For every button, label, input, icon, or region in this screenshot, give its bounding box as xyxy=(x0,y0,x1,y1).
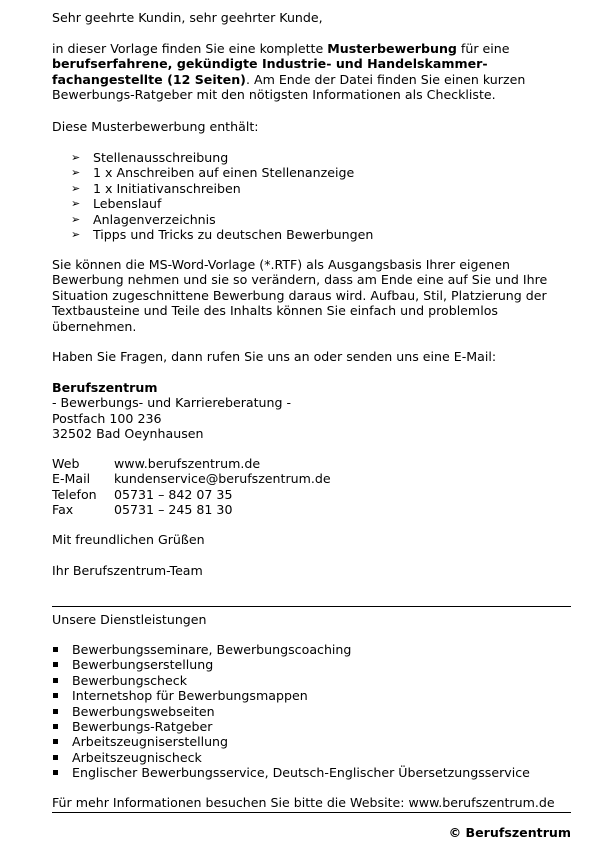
usage-paragraph: Sie können die MS-Word-Vorlage (*.RTF) als Ausgangsbasis Ihrer eigenen Bewerbung nehmen und sie so verändern, dass am Ende eine auf Sie und Ihre Situation zugeschnittene Bewerbung daraus wird. Aufbau, Stil, Platzierung der Textbausteine und Teile des Inhalts können Sie einfach und problemlos übernehmen. xyxy=(52,257,548,334)
list-item-label: 1 x Initiativanschreiben xyxy=(93,180,241,196)
list-item xyxy=(52,734,530,749)
list-item-label: Arbeitszeugnischeck xyxy=(72,749,202,765)
contents-heading: Diese Musterbewerbung enthält: xyxy=(52,119,259,134)
address-line: 32502 Bad Oeynhausen xyxy=(52,426,204,442)
questions-line: Haben Sie Fragen, dann rufen Sie uns an oder senden uns eine E-Mail: xyxy=(52,349,497,364)
list-item xyxy=(52,181,373,196)
list-item-label: Englischer Bewerbungsservice, Deutsch-Englischer Übersetzungsservice xyxy=(72,765,530,781)
list-item xyxy=(52,165,373,180)
divider xyxy=(52,606,571,607)
divider xyxy=(52,812,571,813)
list-item xyxy=(52,704,530,719)
list-item xyxy=(52,196,373,211)
square-bullet-icon xyxy=(53,770,58,775)
square-bullet-icon xyxy=(53,693,58,698)
contact-label: E-Mail xyxy=(52,471,91,487)
list-item xyxy=(52,688,530,703)
copyright-notice: © Berufszentrum xyxy=(448,825,571,840)
contact-row-web xyxy=(52,456,331,471)
square-bullet-icon xyxy=(53,709,58,714)
arrow-bullet-icon: ➢ xyxy=(71,151,81,164)
list-item xyxy=(52,673,530,688)
list-item xyxy=(52,657,530,672)
square-bullet-icon xyxy=(53,662,58,667)
list-item-label: Bewerbungs-Ratgeber xyxy=(72,718,213,734)
list-item-label: Stellenausschreibung xyxy=(93,150,229,165)
contact-label: Fax xyxy=(52,502,74,518)
list-item-label: Bewerbungscheck xyxy=(72,672,187,688)
square-bullet-icon xyxy=(53,647,58,652)
phone-number: 05731 – 842 07 35 xyxy=(114,486,233,502)
contact-row-fax xyxy=(52,502,331,517)
list-item xyxy=(52,212,373,227)
contact-row-phone xyxy=(52,487,331,502)
services-heading: Unsere Dienstleistungen xyxy=(52,612,207,627)
contact-label: Web xyxy=(52,456,80,471)
list-item xyxy=(52,642,530,657)
intro-bold-2: berufserfahrene, gekündigte Industrie- und Handelskammer-fachangestellte (12 Seiten) xyxy=(52,56,488,87)
list-item-label: Bewerbungsseminare, Bewerbungscoaching xyxy=(72,642,352,657)
intro-text-2: für eine xyxy=(456,41,510,56)
square-bullet-icon xyxy=(53,678,58,683)
list-item-label: 1 x Anschreiben auf einen Stellenanzeige xyxy=(93,165,355,181)
arrow-bullet-icon: ➢ xyxy=(71,166,81,180)
arrow-bullet-icon: ➢ xyxy=(71,227,81,241)
company-name: Berufszentrum xyxy=(52,380,158,395)
square-bullet-icon xyxy=(53,739,58,744)
list-item xyxy=(52,150,373,165)
arrow-bullet-icon: ➢ xyxy=(71,197,81,211)
list-item-label: Arbeitszeugniserstellung xyxy=(72,734,229,750)
signature: Ihr Berufszentrum-Team xyxy=(52,563,203,578)
square-bullet-icon xyxy=(53,724,58,729)
intro-text-3: . Am Ende der Datei finden Sie einen kurzen Bewerbungs-Ratgeber mit den nötigsten Informationen als Checkliste. xyxy=(52,71,526,103)
email-link[interactable]: kundenservice@berufszentrum.de xyxy=(114,471,331,487)
contact-block xyxy=(52,456,331,518)
footer-website-line[interactable]: Für mehr Informationen besuchen Sie bitte die Website: www.berufszentrum.de xyxy=(52,795,555,810)
intro-paragraph xyxy=(52,41,552,103)
address-block xyxy=(52,380,291,442)
address-line: Postfach 100 236 xyxy=(52,410,162,426)
contents-list xyxy=(52,150,373,242)
contact-label: Telefon xyxy=(52,486,97,502)
fax-number: 05731 – 245 81 30 xyxy=(114,502,233,518)
list-item-label: Bewerbungswebseiten xyxy=(72,703,215,719)
list-item-label: Tipps und Tricks zu deutschen Bewerbungen xyxy=(93,226,374,242)
list-item-label: Lebenslauf xyxy=(93,196,162,212)
list-item-label: Bewerbungserstellung xyxy=(72,657,214,673)
arrow-bullet-icon: ➢ xyxy=(71,212,81,226)
services-list xyxy=(52,642,530,781)
intro-bold-1: Musterbewerbung xyxy=(327,41,457,56)
address-line: - Bewerbungs- und Karriereberatung - xyxy=(52,395,292,411)
arrow-bullet-icon: ➢ xyxy=(71,181,81,195)
intro-text-1: in dieser Vorlage finden Sie eine komplette xyxy=(52,41,328,56)
list-item xyxy=(52,750,530,765)
list-item-label: Anlagenverzeichnis xyxy=(93,211,216,227)
list-item xyxy=(52,719,530,734)
list-item-label: Internetshop für Bewerbungsmappen xyxy=(72,688,308,704)
list-item xyxy=(52,227,373,242)
list-item xyxy=(52,765,530,780)
square-bullet-icon xyxy=(53,755,58,760)
greeting: Sehr geehrte Kundin, sehr geehrter Kunde, xyxy=(52,10,323,25)
website-link[interactable]: www.berufszentrum.de xyxy=(114,456,261,471)
contact-row-email xyxy=(52,471,331,486)
closing: Mit freundlichen Grüßen xyxy=(52,532,205,547)
